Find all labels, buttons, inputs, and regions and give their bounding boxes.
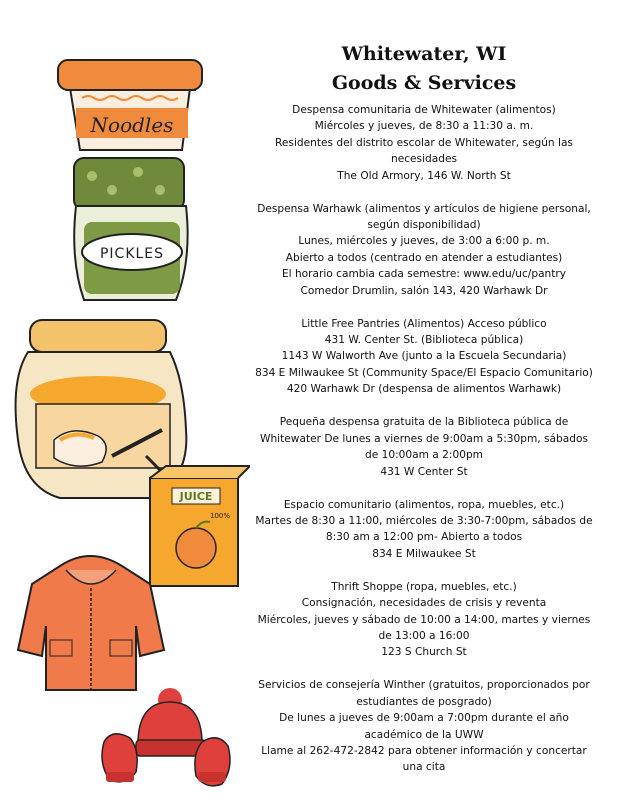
section-little-free-pantries	[238, 316, 610, 398]
section-line: Thrift Shoppe (ropa, muebles, etc.)	[331, 580, 517, 593]
section-line: Martes de 8:30 a 11:00, miércoles de 3:30-7:00pm, sábados de	[255, 514, 593, 527]
section-line: Lunes, miércoles y jueves, de 3:00 a 6:00 p. m.	[298, 235, 550, 248]
section-line: 420 Warhawk Dr (despensa de alimentos Warhawk)	[286, 383, 562, 396]
section-line: Despensa Warhawk (alimentos y artículos de higiene personal,	[257, 202, 591, 215]
pickles-label: PICKLES	[99, 246, 165, 262]
section-line: académico de la UWW	[364, 728, 484, 741]
section-line: Abierto a todos (centrado en atender a estudiantes)	[285, 251, 563, 264]
illustrations	[0, 0, 250, 800]
juice-label: JUICE	[179, 490, 213, 503]
section-line: Pequeña despensa gratuita de la Biblioteca pública de	[279, 416, 569, 429]
section-line: 431 W Center St	[380, 465, 468, 478]
pickles-jar-icon	[74, 158, 188, 300]
services-list	[238, 40, 610, 792]
section-line: estudiantes de posgrado)	[356, 695, 492, 708]
section-line: de 10:00am a 2:00pm	[364, 449, 483, 462]
section-line: Consignación, necesidades de crisis y reventa	[301, 597, 547, 610]
section-line: según disponibilidad)	[367, 219, 481, 232]
section-line: De lunes a jueves de 9:00am a 7:00pm durante el año	[279, 712, 569, 725]
section-line: Comedor Drumlin, salón 143, 420 Warhawk Dr	[300, 284, 548, 297]
mitten-left-icon	[102, 734, 137, 782]
section-line: The Old Armory, 146 W. North St	[337, 169, 511, 182]
noodles-cup-icon	[58, 60, 202, 150]
section-line: de 13:00 a 16:00	[378, 629, 470, 642]
section-community-space	[238, 497, 610, 563]
section-line: Residentes del distrito escolar de Whitewater, según las	[275, 136, 573, 149]
section-line: una cita	[402, 761, 446, 774]
section-line: El horario cambia cada semestre: www.edu/uc/pantry	[281, 268, 567, 281]
juice-percent: 100%	[209, 512, 231, 520]
section-line: Llame al 262-472-2842 para obtener información y concertar	[261, 744, 587, 757]
jacket-icon	[18, 556, 164, 690]
section-line: 1143 W Walworth Ave (junto a la Escuela Secundaria)	[281, 350, 567, 363]
section-line: Miércoles y jueves, de 8:30 a 11:30 a. m.	[314, 120, 534, 133]
section-line: 431 W. Center St. (Biblioteca pública)	[324, 334, 524, 347]
section-line: 834 E Milwaukee St	[372, 547, 476, 560]
title-line-2: Goods & Services	[331, 72, 517, 94]
section-line: Despensa comunitaria de Whitewater (alimentos)	[292, 104, 556, 116]
section-line: Espacio comunitario (alimentos, ropa, muebles, etc.)	[283, 498, 565, 511]
section-line: Whitewater De lunes a viernes de 9:00am a 5:30pm, sábados	[259, 432, 588, 445]
section-line: necesidades	[390, 153, 457, 166]
section-thrift-shoppe	[238, 579, 610, 661]
winter-hat-icon	[136, 688, 206, 756]
section-line: Servicios de consejería Winther (gratuitos, proporcionados por	[258, 679, 590, 692]
section-line: 8:30 am a 12:00 pm- Abierto a todos	[325, 531, 523, 544]
section-library-pantry	[238, 414, 610, 480]
section-line: Miércoles, jueves y sábado de 10:00 a 14:00, martes y viernes	[257, 613, 591, 626]
section-whitewater-pantry	[238, 102, 610, 184]
section-warhawk-pantry	[238, 201, 610, 299]
mitten-right-icon	[195, 738, 230, 786]
noodles-label: Noodles	[90, 113, 174, 137]
section-line: Little Free Pantries (Alimentos) Acceso público	[301, 317, 547, 330]
title-line-1: Whitewater, WI	[341, 43, 507, 65]
page-title	[238, 40, 610, 98]
section-line: 834 E Milwaukee St (Community Space/El Espacio Comunitario)	[255, 366, 593, 379]
section-winther-counseling	[238, 677, 610, 775]
juice-box-icon	[146, 456, 250, 586]
section-line: 123 S Church St	[381, 646, 467, 659]
